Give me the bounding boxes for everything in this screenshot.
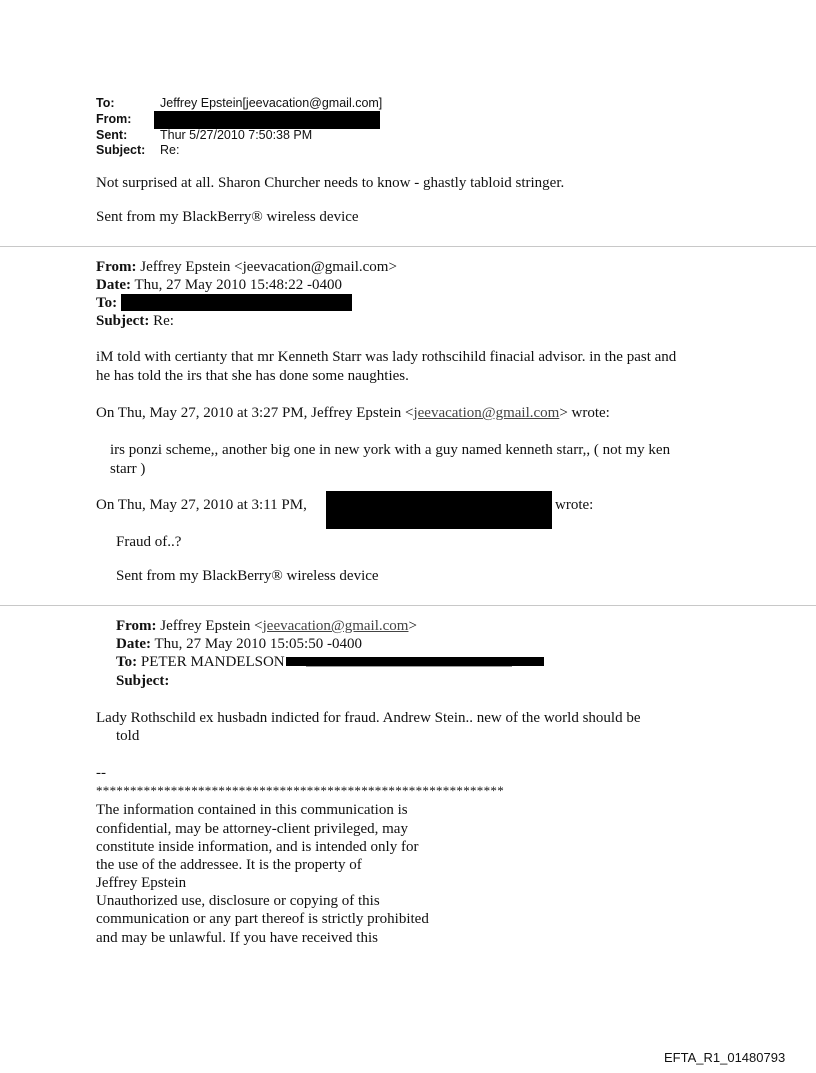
quote1-intro — [96, 404, 610, 422]
subject-label: Subject: — [96, 143, 146, 157]
disclaimer-line: Unauthorized use, disclosure or copying of this — [96, 893, 380, 909]
subject-value: Re: — [160, 143, 180, 157]
disclaimer-line: and may be unlawful. If you have received this — [96, 930, 378, 946]
message2-body-line1: iM told with certianty that mr Kenneth Starr was lady rothscihild finacial advisor. in the past and — [96, 349, 677, 365]
message3-to — [116, 653, 285, 671]
quote1-intro-suffix: > wrote: — [559, 405, 610, 421]
disclaimer-line: Jeffrey Epstein — [96, 875, 187, 891]
quote1-line2: starr ) — [110, 461, 146, 477]
from-label: From: — [96, 259, 137, 275]
from-label: From: — [96, 112, 132, 126]
divider — [0, 605, 816, 606]
disclaimer-line: the use of the addressee. It is the property of — [96, 857, 362, 873]
subject-label: Subject: — [96, 313, 150, 329]
disclaimer-line: confidential, may be attorney-client privileged, may — [96, 821, 408, 837]
quote2-intro-prefix: On Thu, May 27, 2010 at 3:11 PM, — [96, 497, 307, 513]
email-link[interactable]: jeevacation@gmail.com — [262, 618, 409, 634]
separator-stars: ************************************************************ — [96, 783, 504, 798]
sent-label: Sent: — [96, 128, 128, 142]
quote2-body: Fraud of..? — [116, 534, 182, 550]
to-label: To: — [96, 295, 118, 311]
date-label: Date: — [116, 636, 151, 652]
message3-from — [116, 617, 417, 635]
redaction-box — [121, 294, 352, 311]
date-label: Date: — [96, 277, 131, 293]
redaction-box — [154, 111, 380, 129]
message2-to — [96, 294, 117, 312]
email-link[interactable]: jeevacation@gmail.com — [413, 405, 560, 421]
message3-body-line2: told — [116, 728, 140, 744]
to-value: PETER MANDELSON — [140, 654, 285, 670]
redaction-box — [286, 657, 544, 666]
from-prefix: Jeffrey Epstein < — [160, 618, 263, 634]
from-suffix: > — [408, 618, 417, 634]
message3-date — [116, 635, 362, 653]
signature-dashes: -- — [96, 765, 106, 781]
from-label: From: — [116, 618, 157, 634]
to-label: To: — [96, 96, 115, 110]
quote2-signature: Sent from my BlackBerry® wireless device — [116, 568, 379, 584]
message3-body-line1: Lady Rothschild ex husbadn indicted for fraud. Andrew Stein.. new of the world should be — [96, 710, 641, 726]
message1-signature: Sent from my BlackBerry® wireless device — [96, 209, 359, 225]
document-id: EFTA_R1_01480793 — [664, 1050, 786, 1065]
message2-date — [96, 276, 342, 294]
divider — [0, 246, 816, 247]
quote1-line1: irs ponzi scheme,, another big one in new york with a guy named kenneth starr,, ( not my ken — [110, 442, 671, 458]
subject-value: Re: — [153, 313, 174, 329]
message2-subject — [96, 312, 174, 330]
message3-subject — [116, 672, 169, 690]
redacted-link-underline — [306, 666, 512, 667]
sent-value: Thur 5/27/2010 7:50:38 PM — [160, 128, 313, 142]
to-value: Jeffrey Epstein[jeevacation@gmail.com] — [160, 96, 383, 110]
message2-body-line2: he has told the irs that she has done some naughties. — [96, 368, 409, 384]
disclaimer-line: constitute inside information, and is intended only for — [96, 839, 419, 855]
disclaimer-line: The information contained in this communication is — [96, 802, 408, 818]
to-label: To: — [116, 654, 138, 670]
message2-from — [96, 258, 397, 276]
redaction-box — [326, 491, 552, 529]
message1-body: Not surprised at all. Sharon Churcher needs to know - ghastly tabloid stringer. — [96, 175, 565, 191]
from-value: Jeffrey Epstein <jeevacation@gmail.com> — [140, 259, 397, 275]
date-value: Thu, 27 May 2010 15:48:22 -0400 — [134, 277, 342, 293]
quote2-intro-suffix: wrote: — [555, 497, 594, 513]
date-value: Thu, 27 May 2010 15:05:50 -0400 — [154, 636, 362, 652]
quote1-intro-prefix: On Thu, May 27, 2010 at 3:27 PM, Jeffrey Epstein < — [96, 405, 414, 421]
subject-label: Subject: — [116, 673, 170, 689]
disclaimer-line: communication or any part thereof is strictly prohibited — [96, 911, 429, 927]
